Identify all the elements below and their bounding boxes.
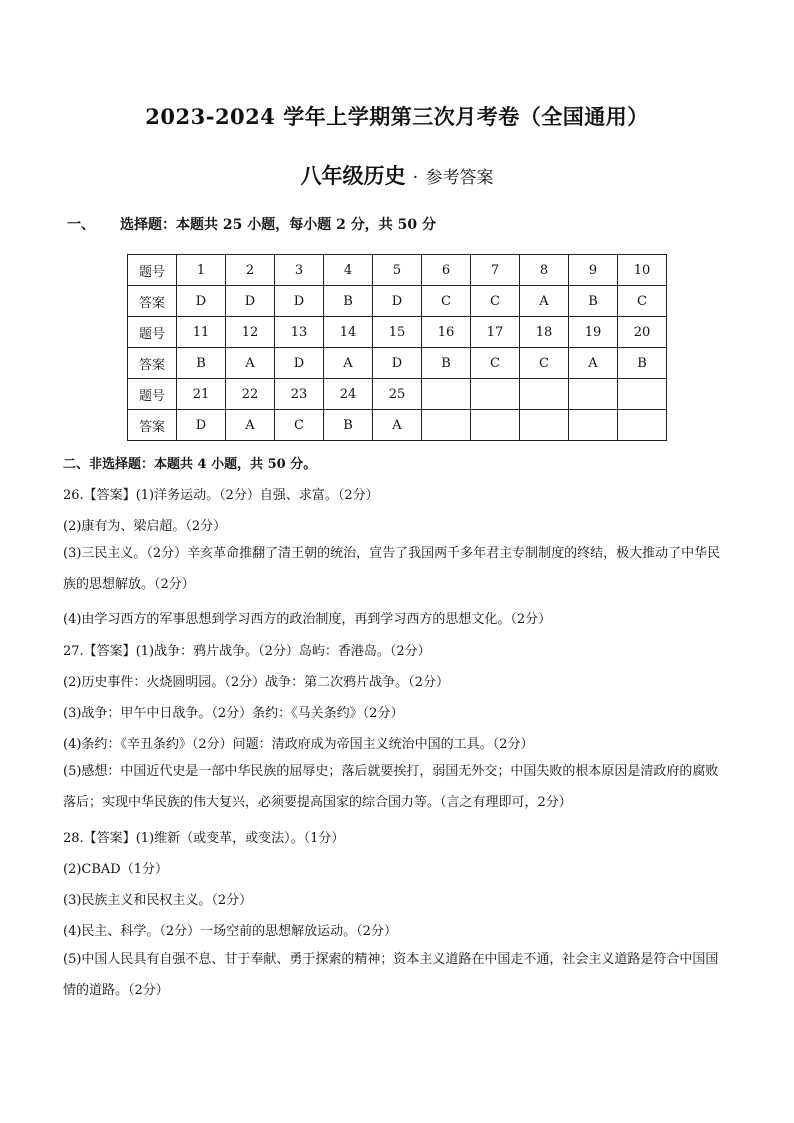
question-number-cell: 12 — [226, 317, 275, 348]
subtitle-grade-subject: 八年级历史 — [300, 163, 406, 188]
question-number-cell — [520, 379, 569, 410]
answer-line — [63, 702, 403, 721]
table-row — [128, 255, 667, 286]
answer-cell: A — [226, 410, 275, 441]
answer-cell: A — [373, 410, 422, 441]
table-row — [128, 379, 667, 410]
answer-prefix: 27.【答案】 — [63, 644, 136, 659]
answer-cell: C — [618, 286, 667, 317]
answer-text: (2)历史事件：火烧圆明园。（2分）战争：第二次鸦片战争。（2分） — [63, 675, 449, 690]
answer-cell: D — [177, 410, 226, 441]
answer-text: (3)民族主义和民权主义。（2分） — [63, 893, 253, 908]
answer-row-label: 答案 — [128, 410, 177, 441]
answer-text: (4)条约：《辛丑条约》（2分）问题：清政府成为帝国主义统治中国的工具。（2分） — [63, 737, 534, 752]
document-title: 2023-2024 学年上学期第三次月考卷（全国通用） — [145, 104, 649, 129]
question-number-cell: 16 — [422, 317, 471, 348]
answer-line — [63, 920, 397, 939]
answer-cell: D — [373, 286, 422, 317]
answer-cell: B — [324, 286, 373, 317]
question-number-cell: 18 — [520, 317, 569, 348]
answer-text: (1)洋务运动。（2分）自强、求富。（2分） — [135, 488, 379, 503]
answer-cell — [520, 410, 569, 441]
answer-line — [63, 858, 168, 877]
question-number-cell — [569, 379, 618, 410]
answer-line — [63, 733, 533, 752]
question-number-cell: 15 — [373, 317, 422, 348]
answer-cell: C — [422, 286, 471, 317]
answer-line — [63, 640, 431, 659]
question-number-cell: 13 — [275, 317, 324, 348]
question-number-cell: 6 — [422, 255, 471, 286]
section-one-label: 选择题： — [120, 217, 176, 233]
answer-text: (1)战争：鸦片战争。（2分）岛屿：香港岛。（2分） — [135, 644, 431, 659]
subtitle-answer-key: 参考答案 — [425, 168, 494, 188]
answer-cell: C — [471, 286, 520, 317]
question-number-cell: 21 — [177, 379, 226, 410]
answer-cell: B — [569, 286, 618, 317]
answer-cell: D — [275, 286, 324, 317]
section-one-description: 本题共 25 小题，每小题 2 分，共 50 分 — [176, 217, 436, 233]
answer-table — [127, 254, 667, 441]
answer-text: (4)由学习西方的军事思想到学习西方的政治制度，再到学习西方的思想文化。（2分） — [63, 612, 552, 627]
answer-text: (1)维新（或变革，或变法）。（1分） — [135, 831, 345, 846]
answer-cell — [422, 410, 471, 441]
answer-cell: A — [569, 348, 618, 379]
answer-cell: A — [520, 286, 569, 317]
answer-cell: B — [422, 348, 471, 379]
question-number-cell — [618, 379, 667, 410]
answer-text: (3)战争：甲午中日战争。（2分）条约：《马关条约》（2分） — [63, 706, 404, 721]
question-number-cell: 9 — [569, 255, 618, 286]
answer-text: (5)感想：中国近代史是一部中华民族的屈辱史；落后就要挨打，弱国无外交；中国失败的根本原因是清政府的腐败落后；实现中华民族的伟大复兴，必须要提高国家的综合国力等。（言之有理即可，2分） — [63, 764, 719, 810]
answer-text: (5)中国人民具有自强不息、甘于奉献、勇于探索的精神；资本主义道路在中国走不通，社会主义道路是符合中国国情的道路。（2分） — [63, 952, 719, 998]
question-row-label: 题号 — [128, 255, 177, 286]
question-number-cell: 25 — [373, 379, 422, 410]
question-number-cell: 5 — [373, 255, 422, 286]
question-number-cell: 14 — [324, 317, 373, 348]
question-number-cell: 4 — [324, 255, 373, 286]
table-row — [128, 317, 667, 348]
question-number-cell: 17 — [471, 317, 520, 348]
answer-cell: A — [324, 348, 373, 379]
answer-cell: D — [226, 286, 275, 317]
answer-line — [63, 944, 725, 1006]
answer-line — [63, 515, 226, 534]
answer-cell: D — [275, 348, 324, 379]
section-one-number: 一、 — [67, 217, 95, 233]
table-row — [128, 348, 667, 379]
document-subtitle — [0, 160, 794, 190]
answer-text: (2)康有为、梁启超。（2分） — [63, 519, 227, 534]
question-number-cell: 19 — [569, 317, 618, 348]
answer-cell: A — [226, 348, 275, 379]
answer-text: (3)三民主义。（2分）辛亥革命推翻了清王朝的统治，宣告了我国两千多年君主专制制度的终结，极大推动了中华民族的思想解放。（2分） — [63, 546, 721, 592]
question-number-cell: 1 — [177, 255, 226, 286]
answer-cell: D — [177, 286, 226, 317]
question-row-label: 题号 — [128, 379, 177, 410]
table-row — [128, 286, 667, 317]
answer-line — [63, 538, 725, 600]
answer-cell: D — [373, 348, 422, 379]
answer-cell — [618, 410, 667, 441]
subtitle-separator: · — [412, 168, 419, 188]
answer-line — [63, 671, 449, 690]
question-number-cell — [471, 379, 520, 410]
answer-cell: B — [177, 348, 226, 379]
question-number-cell: 11 — [177, 317, 226, 348]
answer-line — [63, 889, 252, 908]
answer-cell: C — [471, 348, 520, 379]
question-row-label: 题号 — [128, 317, 177, 348]
section-two-heading: 二、非选择题：本题共 4 小题，共 50 分。 — [63, 457, 317, 472]
answer-cell: C — [520, 348, 569, 379]
section-one-heading — [67, 214, 436, 234]
answer-prefix: 28.【答案】 — [63, 831, 136, 846]
answer-cell: B — [618, 348, 667, 379]
answer-line — [63, 827, 344, 846]
answer-cell: C — [275, 410, 324, 441]
answer-line — [63, 608, 551, 627]
answer-cell: B — [324, 410, 373, 441]
answer-text: (2)CBAD（1分） — [63, 862, 168, 877]
answer-line — [63, 756, 725, 818]
answer-text: (4)民主、科学。（2分）一场空前的思想解放运动。（2分） — [63, 924, 397, 939]
question-number-cell: 2 — [226, 255, 275, 286]
answer-row-label: 答案 — [128, 286, 177, 317]
answer-cell — [569, 410, 618, 441]
question-number-cell — [422, 379, 471, 410]
question-number-cell: 7 — [471, 255, 520, 286]
question-number-cell: 23 — [275, 379, 324, 410]
question-number-cell: 8 — [520, 255, 569, 286]
question-number-cell: 10 — [618, 255, 667, 286]
question-number-cell: 3 — [275, 255, 324, 286]
answer-line — [63, 484, 379, 503]
answer-row-label: 答案 — [128, 348, 177, 379]
question-number-cell: 22 — [226, 379, 275, 410]
table-row — [128, 410, 667, 441]
answer-prefix: 26.【答案】 — [63, 488, 136, 503]
answer-cell — [471, 410, 520, 441]
question-number-cell: 24 — [324, 379, 373, 410]
question-number-cell: 20 — [618, 317, 667, 348]
